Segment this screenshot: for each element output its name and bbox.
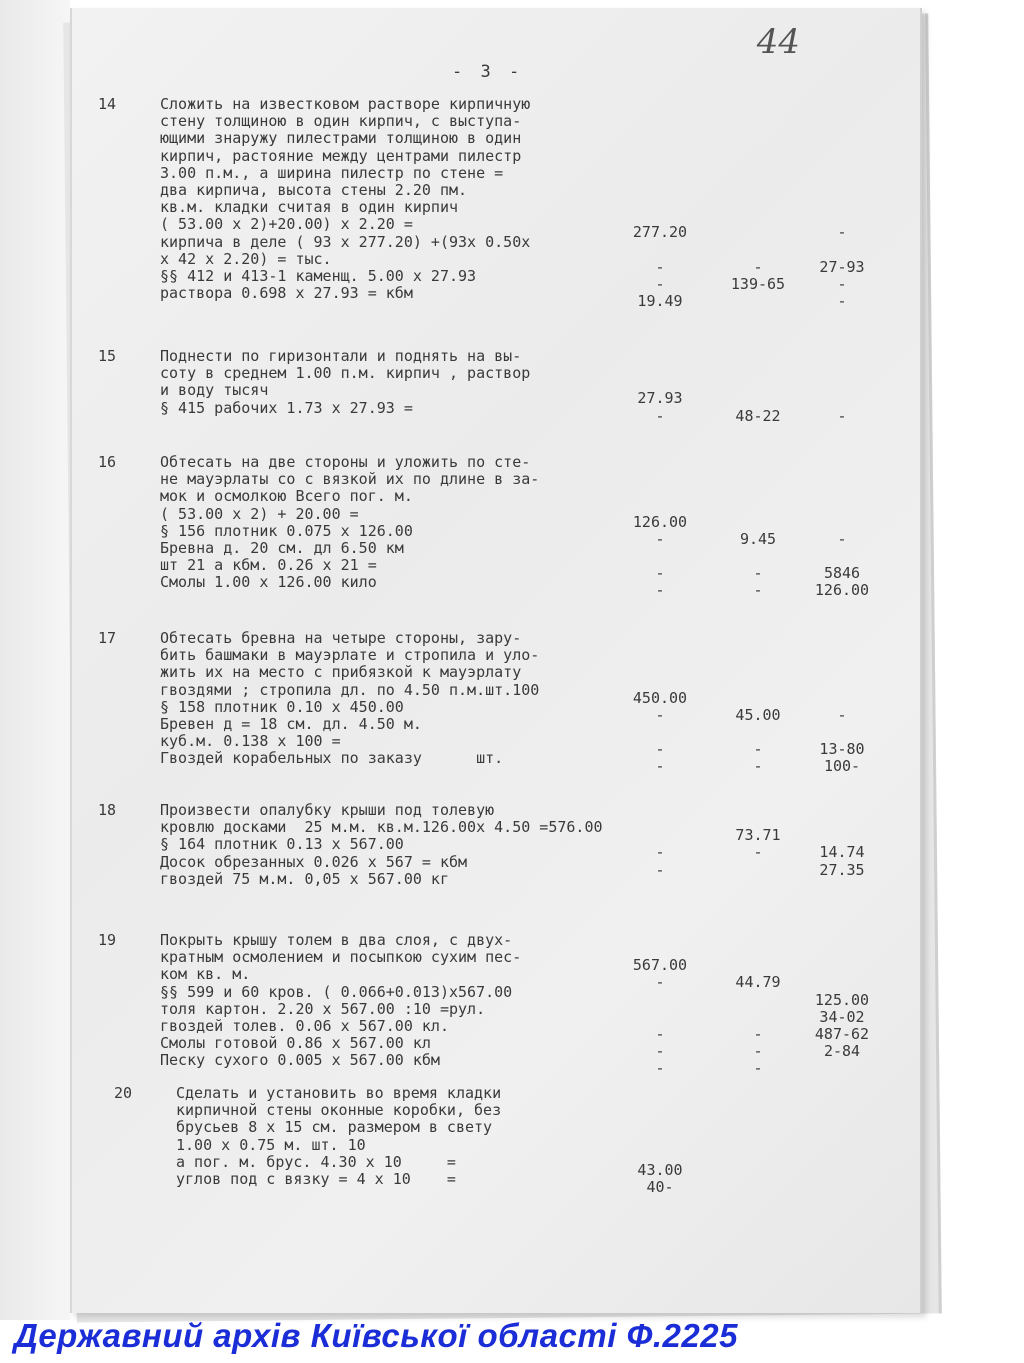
amount-cell — [620, 940, 700, 957]
amount-cell — [718, 810, 798, 827]
item-number: 20 — [114, 1084, 133, 1102]
item-description — [160, 630, 539, 768]
description-line: ( 53.00 x 2)+20.00) x 2.20 = — [160, 215, 413, 234]
amount-cell — [802, 548, 882, 565]
amount-column-c1 — [620, 638, 700, 776]
amount-cell — [802, 827, 882, 844]
amount-cell — [718, 690, 798, 707]
amount-cell — [718, 940, 798, 957]
amount-cell: - — [655, 274, 665, 293]
description-line: Смолы готовой 0.86 x 567.00 кл — [160, 1034, 431, 1053]
description-line: бить башмаки в мауэрлате и стропила и уло- — [160, 646, 540, 665]
amount-cell: 13-80 — [819, 740, 865, 759]
amount-cell — [620, 548, 700, 565]
description-line: мок и осмолкою Всего пог. м. — [160, 487, 413, 506]
amount-cell — [802, 1145, 882, 1162]
amount-cell — [718, 104, 798, 121]
amount-cell: - — [655, 1024, 665, 1043]
amount-cell — [620, 655, 700, 672]
amount-cell — [620, 479, 700, 496]
amount-cell: - — [655, 529, 665, 548]
amount-cell: - — [753, 564, 763, 583]
amount-column-c3 — [802, 104, 882, 310]
amount-cell: 277.20 — [632, 223, 688, 242]
amount-cell — [718, 390, 798, 407]
amount-cell — [620, 827, 700, 844]
amount-cell — [620, 1009, 700, 1026]
amount-cell — [718, 1009, 798, 1026]
amount-cell: - — [655, 757, 665, 776]
scan-background — [0, 0, 70, 1320]
amount-cell: 40- — [646, 1177, 674, 1196]
description-line: Гвоздей корабельных по заказу шт. — [160, 749, 504, 768]
amount-cell: - — [837, 705, 847, 724]
amount-cell — [802, 974, 882, 991]
amount-cell — [620, 1145, 700, 1162]
document-page — [70, 8, 922, 1313]
amount-cell — [718, 293, 798, 310]
amount-cell: 27.93 — [637, 389, 683, 408]
amount-cell: 48-22 — [735, 406, 781, 425]
amount-cell: 139-65 — [730, 274, 786, 293]
description-line: § 415 рабочих 1.73 x 27.93 = — [160, 398, 413, 417]
amount-cell: - — [655, 973, 665, 992]
description-line: Смолы 1.00 x 126.00 кило — [160, 573, 377, 592]
amount-cell: - — [655, 860, 665, 879]
description-line: Песку сухого 0.005 x 567.00 кбм — [160, 1051, 440, 1070]
description-line: гвоздями ; стропила дл. по 4.50 п.м.шт.100 — [160, 680, 540, 699]
amount-cell: 487-62 — [814, 1024, 870, 1043]
item-number: 14 — [98, 95, 117, 113]
amount-cell — [620, 373, 700, 390]
amount-cell: - — [655, 705, 665, 724]
item-description — [160, 932, 521, 1070]
amount-cell — [620, 462, 700, 479]
amount-cell — [802, 810, 882, 827]
amount-cell: - — [655, 843, 665, 862]
amount-cell — [802, 173, 882, 190]
amount-cell — [718, 1162, 798, 1179]
amount-cell — [718, 207, 798, 224]
amount-cell — [718, 190, 798, 207]
amount-column-c1 — [620, 940, 700, 1078]
amount-cell — [718, 724, 798, 741]
amount-cell: 450.00 — [632, 688, 688, 707]
amount-cell: - — [655, 564, 665, 583]
amount-column-c3 — [802, 1093, 882, 1196]
handwritten-sheet-number: 44 — [756, 22, 800, 62]
amount-cell — [802, 190, 882, 207]
description-line: ( 53.00 x 2) + 20.00 = — [160, 504, 359, 523]
amount-column-c3 — [802, 356, 882, 425]
archive-stamp-text: Державний архів Київської області Ф.2225 — [14, 1317, 738, 1354]
amount-column-c1 — [620, 356, 700, 425]
amount-column-c2 — [718, 356, 798, 425]
amount-cell: 5846 — [823, 564, 861, 583]
item-number: 18 — [98, 801, 117, 819]
amount-cell: 44.79 — [735, 973, 781, 992]
amount-column-c2 — [718, 462, 798, 600]
amount-cell — [718, 548, 798, 565]
amount-cell — [718, 121, 798, 138]
amount-column-c3 — [802, 810, 882, 896]
item-description — [176, 1085, 501, 1188]
amount-cell — [718, 156, 798, 173]
description-line: Обтесать на две стороны и уложить по сте- — [160, 453, 531, 471]
amount-cell — [718, 1110, 798, 1127]
amount-cell — [620, 104, 700, 121]
amount-cell — [620, 1093, 700, 1110]
amount-column-c3 — [802, 638, 882, 776]
description-line: § 156 плотник 0.075 x 126.00 — [160, 521, 413, 540]
amount-cell — [802, 655, 882, 672]
item-number: 16 — [98, 453, 117, 471]
amount-cell — [802, 121, 882, 138]
amount-cell — [802, 638, 882, 655]
item-number: 19 — [98, 931, 117, 949]
amount-cell: 126.00 — [814, 581, 870, 600]
amount-cell — [718, 1179, 798, 1196]
description-line: Бревна д. 20 см. дл 6.50 км — [160, 538, 404, 557]
item-number: 15 — [98, 347, 117, 365]
amount-cell — [718, 173, 798, 190]
description-line: Поднести по гиризонтали и поднять на вы- — [160, 347, 522, 365]
description-line: 3.00 п.м., а ширина пилестр по стене = — [160, 163, 504, 182]
amount-cell — [620, 496, 700, 513]
amount-cell — [802, 672, 882, 689]
amount-cell: 73.71 — [735, 826, 781, 845]
amount-cell — [718, 1127, 798, 1144]
amount-cell: - — [753, 1042, 763, 1061]
amount-cell — [802, 479, 882, 496]
description-line: Досок обрезанных 0.026 x 567 = кбм — [160, 852, 468, 871]
amount-cell — [620, 242, 700, 259]
amount-cell — [718, 862, 798, 879]
amount-cell — [802, 373, 882, 390]
amount-cell — [802, 1179, 882, 1196]
amount-cell: - — [837, 529, 847, 548]
description-line: жить их на место с прибязкой к мауэрлату — [160, 663, 522, 682]
description-line: кирпича в деле ( 93 x 277.20) +(93x 0.50x — [160, 232, 531, 251]
amount-cell — [802, 690, 882, 707]
amount-cell: - — [655, 1059, 665, 1078]
amount-cell: 43.00 — [637, 1160, 683, 1179]
amount-cell — [718, 1093, 798, 1110]
description-line: кирпичной стены оконные коробки, без — [176, 1101, 502, 1120]
amount-cell: - — [753, 1059, 763, 1078]
amount-cell — [802, 207, 882, 224]
description-line: куб.м. 0.138 x 100 = — [160, 732, 341, 751]
description-line: §§ 599 и 60 кров. ( 0.066+0.013)x567.00 — [160, 982, 513, 1001]
item-description — [160, 348, 530, 417]
amount-cell — [802, 390, 882, 407]
description-line: а пог. м. брус. 4.30 x 10 = — [176, 1152, 456, 1171]
amount-cell — [802, 879, 882, 896]
amount-cell — [718, 462, 798, 479]
amount-cell: - — [655, 581, 665, 600]
description-line: гвоздей толев. 0.06 x 567.00 кл. — [160, 1016, 449, 1035]
amount-cell — [620, 724, 700, 741]
amount-cell — [620, 173, 700, 190]
amount-cell — [620, 356, 700, 373]
amount-column-c2 — [718, 104, 798, 310]
amount-cell: 34-02 — [819, 1007, 865, 1026]
amount-cell: 19.49 — [637, 292, 683, 311]
amount-cell — [802, 496, 882, 513]
amount-cell — [718, 496, 798, 513]
amount-cell: - — [837, 406, 847, 425]
description-line: Бревен д = 18 см. дл. 4.50 м. — [160, 714, 422, 733]
amount-cell: - — [837, 274, 847, 293]
amount-cell — [718, 356, 798, 373]
amount-cell — [718, 638, 798, 655]
amount-column-c2 — [718, 810, 798, 896]
amount-cell: - — [753, 581, 763, 600]
amount-cell — [718, 957, 798, 974]
description-line: § 158 плотник 0.10 x 450.00 — [160, 697, 404, 716]
amount-cell: - — [655, 1042, 665, 1061]
amount-cell — [718, 992, 798, 1009]
description-line: не мауэрлаты со с вязкой их по длине в за- — [160, 470, 540, 489]
amount-cell — [620, 121, 700, 138]
amount-cell: - — [837, 223, 847, 242]
amount-cell — [802, 156, 882, 173]
description-line: кратным осмолением и посыпкою сухим пес- — [160, 948, 522, 967]
item-description — [160, 96, 530, 302]
amount-cell — [802, 957, 882, 974]
amount-cell — [802, 940, 882, 957]
amount-cell — [802, 242, 882, 259]
amount-cell — [802, 138, 882, 155]
amount-cell: 567.00 — [632, 956, 688, 975]
amount-cell: 125.00 — [814, 990, 870, 1009]
amount-cell — [802, 1060, 882, 1077]
description-line: Сделать и установить во время кладки — [176, 1084, 502, 1102]
description-line: брусьев 8 x 15 см. размером в свету — [176, 1118, 493, 1137]
item-description — [160, 802, 603, 888]
amount-cell — [718, 1145, 798, 1162]
description-line: § 164 плотник 0.13 x 567.00 — [160, 835, 404, 854]
amount-cell: 27.35 — [819, 860, 865, 879]
amount-cell: - — [655, 406, 665, 425]
description-line: x 42 x 2.20) = тыс. — [160, 249, 332, 268]
description-line: шт 21 а кбм. 0.26 x 21 = — [160, 556, 377, 575]
description-line: Сложить на известковом растворе кирпичную — [160, 95, 531, 113]
amount-cell — [802, 1093, 882, 1110]
amount-cell — [802, 104, 882, 121]
amount-cell: - — [753, 757, 763, 776]
amount-cell — [802, 724, 882, 741]
amount-column-c1 — [620, 1093, 700, 1196]
amount-cell — [718, 672, 798, 689]
amount-cell: - — [655, 740, 665, 759]
amount-cell — [802, 356, 882, 373]
amount-cell — [620, 638, 700, 655]
archive-stamp — [0, 1317, 1024, 1363]
amount-cell — [802, 462, 882, 479]
description-line: два кирпича, высота стены 2.20 пм. — [160, 180, 468, 199]
amount-column-c2 — [718, 1093, 798, 1196]
amount-cell — [718, 224, 798, 241]
amount-column-c1 — [620, 462, 700, 600]
description-line: Покрыть крышу толем в два слоя, с двух- — [160, 931, 513, 949]
description-line: ком кв. м. — [160, 965, 251, 984]
amount-cell — [718, 242, 798, 259]
description-line: раствора 0.698 x 27.93 = кбм — [160, 284, 413, 303]
amount-cell: 9.45 — [739, 529, 777, 548]
amount-cell — [802, 514, 882, 531]
amount-cell — [718, 479, 798, 496]
description-line: Произвести опалубку крыши под толевую — [160, 801, 495, 819]
amount-cell — [620, 672, 700, 689]
amount-cell — [620, 138, 700, 155]
amount-cell — [620, 810, 700, 827]
amount-cell: - — [753, 843, 763, 862]
amount-cell: - — [837, 292, 847, 311]
description-line: ющими знаружу пилестрами толщиною в один — [160, 129, 522, 148]
amount-cell: 27-93 — [819, 257, 865, 276]
amount-cell: - — [655, 257, 665, 276]
amount-column-c1 — [620, 810, 700, 896]
description-line: и воду тысяч — [160, 381, 269, 400]
amount-cell — [620, 1127, 700, 1144]
amount-cell — [718, 514, 798, 531]
amount-cell: - — [753, 740, 763, 759]
description-line: соту в среднем 1.00 п.м. кирпич , раствор — [160, 364, 531, 383]
amount-column-c3 — [802, 940, 882, 1078]
description-line: толя картон. 2.20 x 567.00 :10 =рул. — [160, 999, 486, 1018]
amount-cell — [620, 156, 700, 173]
amount-cell — [718, 879, 798, 896]
amount-cell: 126.00 — [632, 512, 688, 531]
amount-column-c2 — [718, 638, 798, 776]
item-number: 17 — [98, 629, 117, 647]
description-line: кирпич, растояние между центрами пилестр — [160, 146, 522, 165]
amount-column-c1 — [620, 104, 700, 310]
description-line: Обтесать бревна на четыре стороны, зару- — [160, 629, 522, 647]
amount-cell: - — [753, 1024, 763, 1043]
page-number: - 3 - — [452, 62, 524, 82]
amount-cell — [802, 1127, 882, 1144]
description-line: стену толщиною в один кирпич, с выступа- — [160, 112, 522, 131]
item-description — [160, 454, 539, 592]
amount-cell: 45.00 — [735, 705, 781, 724]
description-line: кровлю досками 25 м.м. кв.м.126.00x 4.50 =576.00 — [160, 818, 603, 837]
amount-cell — [718, 373, 798, 390]
amount-cell — [802, 1162, 882, 1179]
description-line: гвоздей 75 м.м. 0,05 x 567.00 кг — [160, 869, 449, 888]
description-line: §§ 412 и 413-1 каменщ. 5.00 x 27.93 — [160, 266, 477, 285]
amount-column-c3 — [802, 462, 882, 600]
amount-cell: - — [753, 257, 763, 276]
amount-cell — [718, 138, 798, 155]
amount-cell — [802, 1110, 882, 1127]
amount-cell — [620, 207, 700, 224]
amount-column-c2 — [718, 940, 798, 1078]
amount-cell — [620, 190, 700, 207]
amount-cell: 2-84 — [823, 1042, 861, 1061]
amount-cell — [620, 879, 700, 896]
amount-cell — [718, 655, 798, 672]
amount-cell — [620, 992, 700, 1009]
description-line: кв.м. кладки считая в один кирпич — [160, 198, 459, 217]
amount-cell — [620, 1110, 700, 1127]
amount-cell: 14.74 — [819, 843, 865, 862]
description-line: углов под с вязку = 4 x 10 = — [176, 1169, 456, 1188]
amount-cell: 100- — [823, 757, 861, 776]
description-line: 1.00 x 0.75 м. шт. 10 — [176, 1135, 366, 1154]
